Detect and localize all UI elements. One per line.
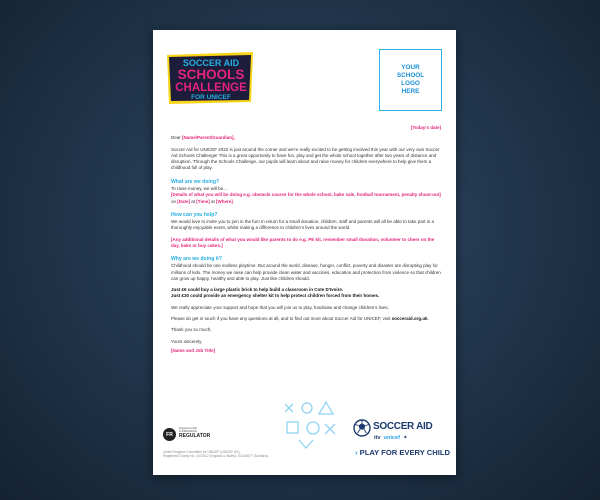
soccer-aid-brand [353, 418, 450, 462]
salutation: Dear [Name/Parent/Guardian], [171, 135, 235, 141]
fr-registered-text: Registered with FUNDRAISING [179, 427, 197, 433]
heading-help: How can you help? [171, 211, 218, 218]
logo-line-for-unicef: FOR UNICEF [191, 94, 231, 101]
circle-shape [302, 403, 312, 413]
why-text: Childhood should be one endless playtime. But around the world, disease, hunger, conflict, poverty and disaster are disrupting play for millions of kids. The money we raise can help provide clean water and vaccines, education and protection from violence so that children can grow up happy, healthy and able to play. Just like children should. [171, 263, 441, 281]
help-text: We would love to invite you to join in the fun! In return for a small donation, children, staff and parents will all be able to take part in a thoroughly enjoyable event, whilst making a difference to children's lives around the world. [171, 218, 434, 231]
logo-line-challenge: CHALLENGE [175, 82, 247, 94]
logo-line-soccer-aid: SOCCER AID [182, 58, 240, 68]
thanks-line: Thank you so much, [171, 327, 212, 333]
letter-body [171, 125, 441, 354]
website-link[interactable]: socceraid.org.uk [391, 316, 428, 322]
letter-date: [Today's date] [411, 125, 441, 130]
heading-what: What are we doing? [171, 178, 220, 185]
unicef-logo: unicef [383, 435, 401, 441]
fact-one: Just £6 could buy a large plastic brick to help build a classroom in Cote D'Ivoire. [171, 287, 344, 293]
football-icon [353, 419, 371, 437]
circle-shape-2 [307, 422, 319, 434]
fundraising-regulator-badge [163, 428, 233, 442]
salutation-name: [Name/Parent/Guardian], [182, 135, 235, 141]
fr-icon: FR [163, 428, 176, 441]
logo-line-schools: SCHOOLS [177, 67, 245, 82]
chevron-shape [299, 440, 313, 448]
help-details: [Any additional details of what you would like parents to do e.g. PE kit, remember small donation, volunteer to cheer on the day, bake or buy cakes.] [171, 236, 435, 248]
heading-why: Why are we doing it? [171, 256, 222, 263]
chevron-right-icon: › [355, 448, 358, 457]
letter-page [153, 30, 456, 475]
appreciate-text: We really appreciate your support and hope that you will join us to play, fundraise and change children's lives. [171, 304, 389, 310]
what-details: [Details of what you will be doing e.g. obstacle course for the whole school, bake sale, football tournament, penalty shoot-out] on [Date] at [Time] at [Where]. [171, 192, 441, 204]
signature-placeholder: [Name and Job Title] [171, 347, 216, 353]
itv-logo: itv [374, 435, 381, 441]
partner-star-icon: ✦ [403, 435, 408, 441]
cross-shape [285, 404, 293, 412]
partner-logos [374, 435, 408, 441]
schools-challenge-logo [165, 52, 255, 104]
fact-two: Just £30 could provide an emergency shelter kit to help protect children forced from their homes. [171, 293, 380, 299]
fr-regulator-text: REGULATOR [179, 433, 211, 439]
what-text: To raise money, we will be… [171, 185, 228, 191]
square-shape [287, 422, 298, 433]
decorative-play-shapes-icon [279, 400, 343, 450]
school-logo-placeholder: YOUR SCHOOL LOGO HERE [379, 49, 442, 111]
legal-text: United Kingdom Committee for UNICEF (UNICEF UK), Registered Charity No. 1072612 (England & Wales), SC043677 (Scotland). [163, 450, 270, 459]
cross-shape-2 [325, 424, 335, 434]
intro-paragraph: Soccer Aid for UNICEF 2022 is just around the corner and we're really excited to be getting involved this year with our very own Soccer Aid Schools Challenge! This is a great opportunity to have fun, play and get the whole school together after two years of distance and disruption. Through the Schools Challenge, our pupils will learn about and raise money for children everywhere to help give them a childhood full of play. [171, 146, 440, 171]
soccer-aid-name: SOCCER AID [373, 421, 433, 432]
yours-line: Yours sincerely, [171, 338, 203, 344]
tagline: › PLAY FOR EVERY CHILD [355, 448, 450, 457]
get-in-touch: Please do get in touch if you have any questions at all, and to find out more about Soccer Aid for UNICEF, visit socceraid.org.uk. [171, 316, 429, 322]
triangle-shape [319, 402, 333, 414]
